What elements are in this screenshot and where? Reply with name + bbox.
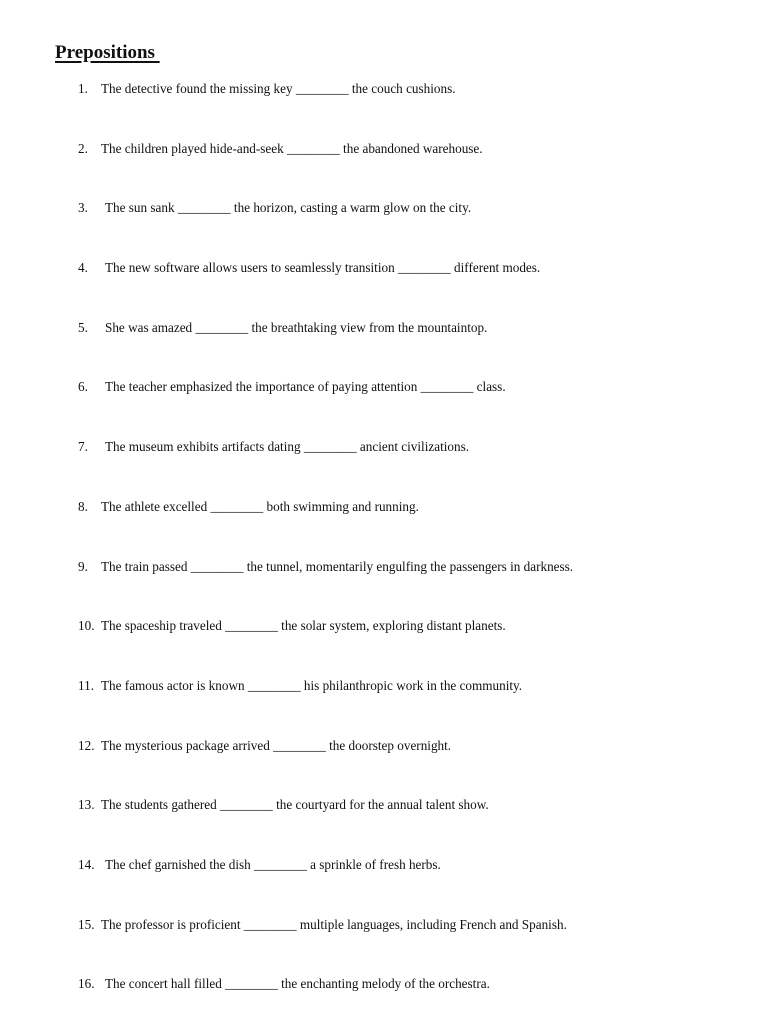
question-text: The concert hall filled ________ the enchanting melody of the orchestra. [105,976,490,992]
question-number: 9. [78,558,88,574]
question-item [78,80,573,140]
question-item [78,199,573,259]
question-item [78,916,573,976]
question-item [78,856,573,916]
question-text: The athlete excelled ________ both swimming and running. [101,498,419,514]
question-number: 16. [78,976,95,992]
question-item [78,438,573,498]
question-text: She was amazed ________ the breathtaking view from the mountaintop. [105,319,488,335]
question-number: 6. [78,379,88,395]
question-item [78,319,573,379]
question-text: The new software allows users to seamlessly transition ________ different modes. [105,260,541,276]
question-number: 11. [78,677,94,693]
question-list [78,80,573,1035]
question-text: The students gathered ________ the courtyard for the annual talent show. [101,797,489,813]
question-item [78,796,573,856]
question-number: 7. [78,439,88,455]
question-number: 8. [78,498,88,514]
question-text: The sun sank ________ the horizon, casting a warm glow on the city. [105,200,472,216]
question-number: 4. [78,260,88,276]
question-text: The train passed ________ the tunnel, momentarily engulfing the passengers in darkness. [101,558,574,574]
question-number: 1. [78,81,88,96]
question-number: 10. [78,618,95,634]
question-text: The detective found the missing key ________ the couch cushions. [101,81,456,96]
question-number: 15. [78,916,95,932]
question-number: 13. [78,797,95,813]
page-title: Prepositions [55,42,160,63]
question-item [78,975,573,1035]
question-text: The teacher emphasized the importance of paying attention ________ class. [105,379,506,395]
question-text: The children played hide-and-seek ________ the abandoned warehouse. [101,140,483,156]
question-item [78,259,573,319]
question-text: The famous actor is known ________ his philanthropic work in the community. [101,677,523,693]
question-number: 3. [78,200,88,216]
question-item [78,498,573,558]
question-text: The professor is proficient ________ multiple languages, including French and Spanish. [101,916,567,932]
question-number: 2. [78,140,88,156]
question-item [78,737,573,797]
question-number: 14. [78,856,95,872]
question-number: 12. [78,737,95,753]
question-text: The mysterious package arrived ________ the doorstep overnight. [101,737,452,753]
question-item [78,558,573,618]
question-text: The spaceship traveled ________ the solar system, exploring distant planets. [101,618,506,634]
question-item [78,617,573,677]
question-number: 5. [78,319,88,335]
question-item [78,140,573,200]
question-item [78,378,573,438]
question-text: The museum exhibits artifacts dating ________ ancient civilizations. [105,439,470,455]
question-item [78,677,573,737]
question-text: The chef garnished the dish ________ a sprinkle of fresh herbs. [105,856,441,872]
